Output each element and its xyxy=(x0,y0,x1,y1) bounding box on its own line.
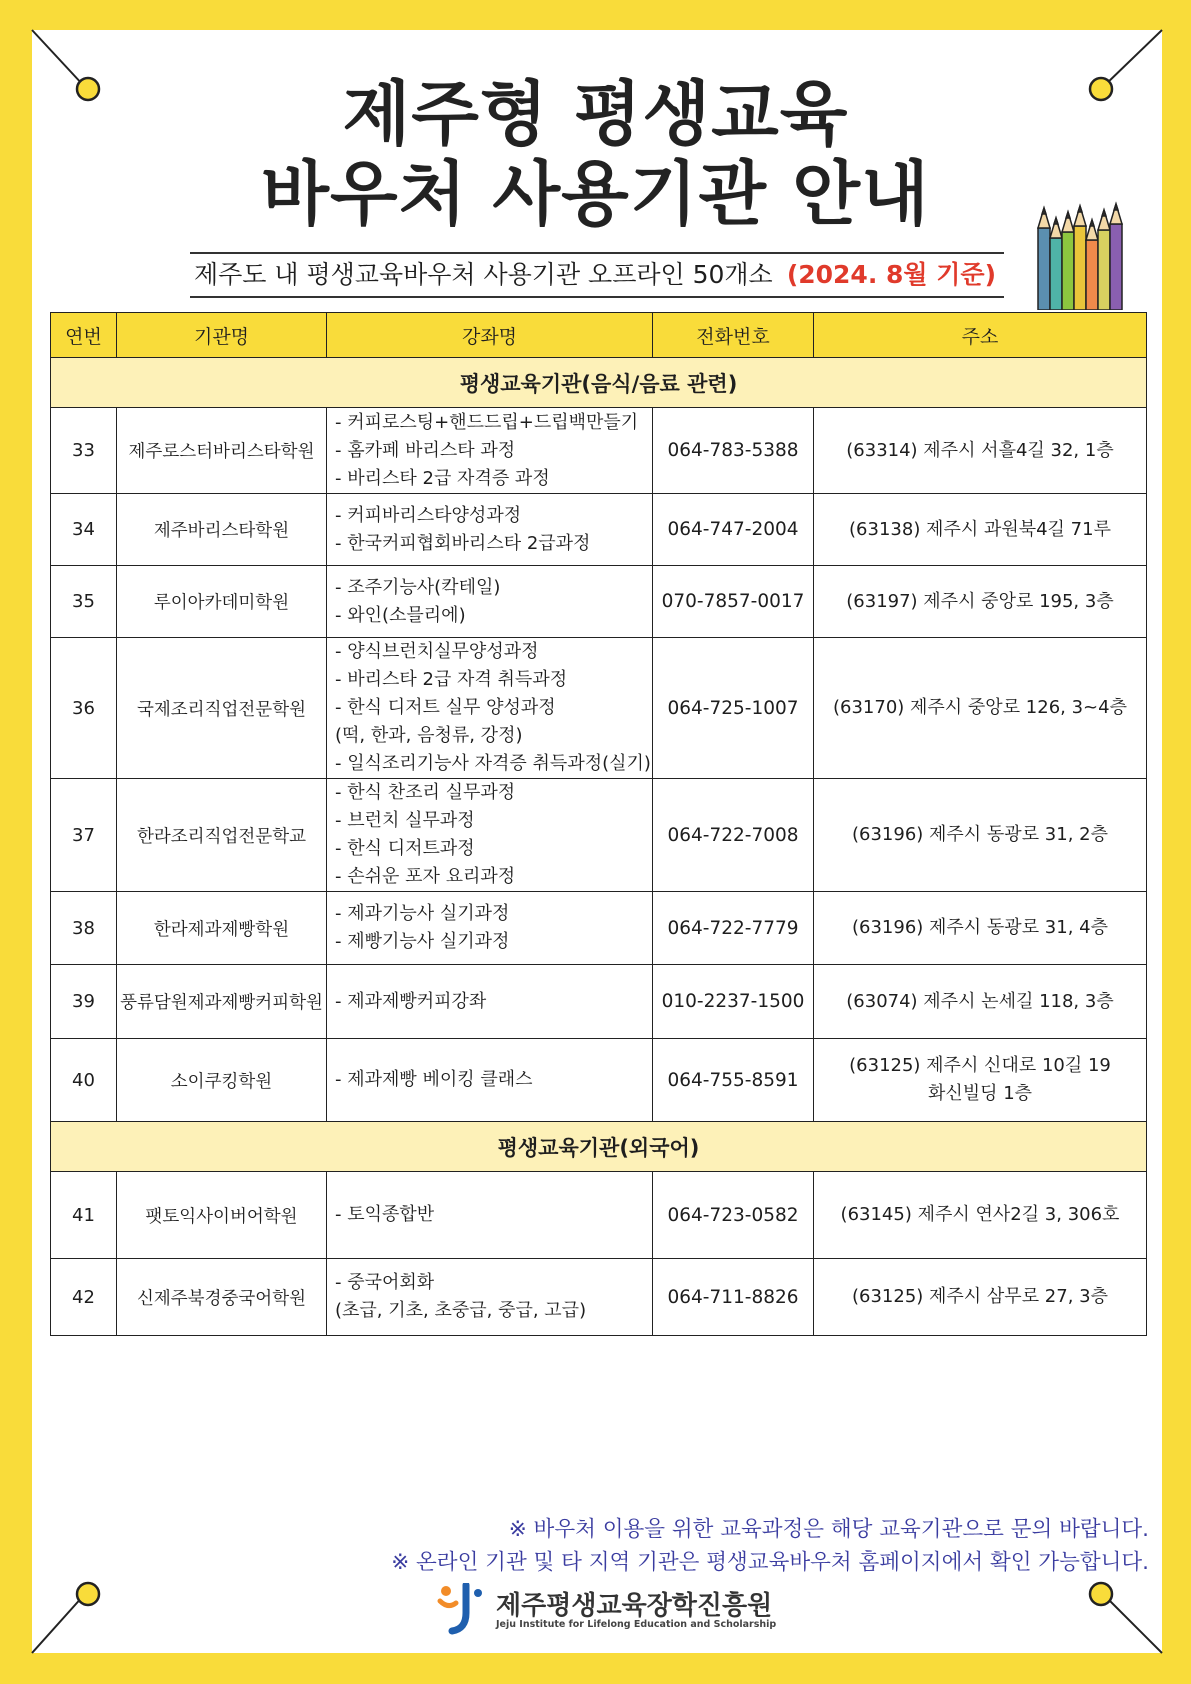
cell-institution-name: 제주바리스타학원 xyxy=(117,494,327,566)
notes-block xyxy=(391,1513,1149,1579)
cell-institution-name: 제주로스터바리스타학원 xyxy=(117,408,327,494)
jeju-institute-logo-icon xyxy=(436,1583,492,1639)
address-line: (63145) 제주시 연사2길 3, 306호 xyxy=(840,1204,1120,1225)
course-item: - 중국어회화 xyxy=(335,1272,435,1293)
table-row xyxy=(51,779,1147,892)
cell-no: 36 xyxy=(51,638,117,779)
cell-address xyxy=(814,408,1147,494)
course-item: - 제과기능사 실기과정 xyxy=(335,903,510,924)
cell-institution-name: 팻토익사이버어학원 xyxy=(117,1172,327,1259)
cell-address xyxy=(814,638,1147,779)
subtitle-bar xyxy=(190,252,1004,298)
table-row xyxy=(51,1172,1147,1259)
cell-no: 39 xyxy=(51,965,117,1039)
cell-address xyxy=(814,1172,1147,1259)
col-header-no: 연번 xyxy=(51,313,117,358)
cell-phone: 064-725-1007 xyxy=(653,638,814,779)
cell-institution-name: 루이아카데미학원 xyxy=(117,566,327,638)
cell-no: 33 xyxy=(51,408,117,494)
course-item: - 바리스타 2급 자격 취득과정 xyxy=(335,669,568,690)
cell-phone: 064-747-2004 xyxy=(653,494,814,566)
subtitle-text: 제주도 내 평생교육바우처 사용기관 오프라인 50개소 xyxy=(194,260,773,289)
note-line: ※ 온라인 기관 및 타 지역 기관은 평생교육바우처 홈페이지에서 확인 가능합니다. xyxy=(391,1550,1149,1575)
table-row xyxy=(51,638,1147,779)
footer-org-name-en: Jeju Institute for Lifelong Education and Scholarship xyxy=(496,1619,777,1630)
cell-no: 41 xyxy=(51,1172,117,1259)
address-line: (63314) 제주시 서흘4길 32, 1층 xyxy=(846,439,1114,461)
cell-no: 38 xyxy=(51,892,117,965)
address-line: (63197) 제주시 중앙로 195, 3층 xyxy=(846,590,1114,612)
course-item: - 제과제빵커피강좌 xyxy=(335,990,487,1012)
table-row xyxy=(51,566,1147,638)
cell-phone: 070-7857-0017 xyxy=(653,566,814,638)
course-item: (떡, 한과, 음청류, 강정) xyxy=(335,725,523,746)
course-item: - 조주기능사(칵테일) xyxy=(335,576,501,598)
cell-no: 35 xyxy=(51,566,117,638)
cell-address xyxy=(814,1259,1147,1336)
table-body xyxy=(51,358,1147,1336)
colored-pencils-icon xyxy=(1036,198,1132,310)
course-item: - 홈카페 바리스타 과정 xyxy=(335,439,516,461)
footer-logo xyxy=(436,1583,777,1639)
footer-org-name: 제주평생교육장학진흥원 xyxy=(496,1591,773,1621)
cell-institution-name: 한라조리직업전문학교 xyxy=(117,779,327,892)
cell-courses xyxy=(327,1172,653,1259)
address-line: 화신빌딩 1층 xyxy=(927,1083,1033,1104)
subtitle-date: (2024. 8월 기준) xyxy=(786,260,996,289)
cell-institution-name: 국제조리직업전문학원 xyxy=(117,638,327,779)
cell-courses xyxy=(327,779,653,892)
cell-no: 37 xyxy=(51,779,117,892)
course-item: - 일식조리기능사 자격증 취득과정(실기) xyxy=(335,753,651,774)
cell-address xyxy=(814,566,1147,638)
address-line: (63074) 제주시 논세길 118, 3층 xyxy=(846,990,1114,1012)
course-item: - 한식 찬조리 실무과정 xyxy=(335,782,516,803)
course-item: - 손쉬운 포자 요리과정 xyxy=(335,866,516,887)
col-header-course: 강좌명 xyxy=(327,313,653,358)
col-header-name: 기관명 xyxy=(117,313,327,358)
cell-no: 42 xyxy=(51,1259,117,1336)
address-line: (63196) 제주시 동광로 31, 2층 xyxy=(852,824,1108,845)
course-item: - 커피바리스타양성과정 xyxy=(335,504,522,526)
course-item: - 한식 디저트 실무 양성과정 xyxy=(335,697,556,718)
course-item: - 양식브런치실무양성과정 xyxy=(335,641,539,662)
page-title-line2: 바우처 사용기관 안내 xyxy=(261,153,930,235)
cell-phone: 064-755-8591 xyxy=(653,1039,814,1122)
cell-courses xyxy=(327,494,653,566)
cell-courses xyxy=(327,1259,653,1336)
col-header-address: 주소 xyxy=(814,313,1147,358)
table-row xyxy=(51,892,1147,965)
course-item: (초급, 기초, 초중급, 중급, 고급) xyxy=(335,1300,587,1321)
section-title: 평생교육기관(음식/음료 관련) xyxy=(51,358,1147,408)
cell-address xyxy=(814,1039,1147,1122)
section-title: 평생교육기관(외국어) xyxy=(51,1122,1147,1172)
address-line: (63125) 제주시 삼무로 27, 3층 xyxy=(852,1286,1108,1307)
col-header-phone: 전화번호 xyxy=(653,313,814,358)
section-row xyxy=(51,358,1147,408)
cell-phone: 064-723-0582 xyxy=(653,1172,814,1259)
table-row xyxy=(51,408,1147,494)
course-item: - 커피로스팅+핸드드립+드립백만들기 xyxy=(335,411,639,433)
cell-address xyxy=(814,892,1147,965)
cell-courses xyxy=(327,1039,653,1122)
course-item: - 제과제빵 베이킹 클래스 xyxy=(335,1069,533,1090)
note-line: ※ 바우처 이용을 위한 교육과정은 해당 교육기관으로 문의 바랍니다. xyxy=(508,1517,1149,1542)
cell-institution-name: 신제주북경중국어학원 xyxy=(117,1259,327,1336)
table-row xyxy=(51,494,1147,566)
cell-phone: 064-722-7779 xyxy=(653,892,814,965)
table-header-row xyxy=(51,313,1147,358)
address-line: (63196) 제주시 동광로 31, 4층 xyxy=(852,917,1108,938)
cell-courses xyxy=(327,408,653,494)
course-item: - 와인(소믈리에) xyxy=(335,604,466,626)
course-item: - 제빵기능사 실기과정 xyxy=(335,931,510,952)
table-row xyxy=(51,1039,1147,1122)
cell-courses xyxy=(327,892,653,965)
cell-no: 34 xyxy=(51,494,117,566)
table-row xyxy=(51,1259,1147,1336)
cell-institution-name: 소이쿠킹학원 xyxy=(117,1039,327,1122)
cell-institution-name: 한라제과제빵학원 xyxy=(117,892,327,965)
address-line: (63125) 제주시 신대로 10길 19 xyxy=(849,1055,1111,1076)
cell-address xyxy=(814,965,1147,1039)
section-row xyxy=(51,1122,1147,1172)
course-item: - 브런치 실무과정 xyxy=(335,810,475,831)
cell-courses xyxy=(327,638,653,779)
cell-courses xyxy=(327,566,653,638)
table-row xyxy=(51,965,1147,1039)
course-item: - 한식 디저트과정 xyxy=(335,838,475,859)
address-line: (63138) 제주시 과원북4길 71루 xyxy=(849,518,1111,540)
cell-courses xyxy=(327,965,653,1039)
cell-no: 40 xyxy=(51,1039,117,1122)
cell-phone: 010-2237-1500 xyxy=(653,965,814,1039)
cell-institution-name: 풍류담원제과제빵커피학원 xyxy=(117,965,327,1039)
course-item: - 토익종합반 xyxy=(335,1204,435,1225)
institution-table xyxy=(50,312,1147,1336)
course-item: - 한국커피협회바리스타 2급과정 xyxy=(335,532,591,554)
cell-address xyxy=(814,494,1147,566)
page-title-line1: 제주형 평생교육 xyxy=(342,73,849,155)
address-line: (63170) 제주시 중앙로 126, 3~4층 xyxy=(833,697,1127,718)
cell-phone: 064-711-8826 xyxy=(653,1259,814,1336)
cell-phone: 064-783-5388 xyxy=(653,408,814,494)
cell-phone: 064-722-7008 xyxy=(653,779,814,892)
cell-address xyxy=(814,779,1147,892)
course-item: - 바리스타 2급 자격증 과정 xyxy=(335,467,550,489)
